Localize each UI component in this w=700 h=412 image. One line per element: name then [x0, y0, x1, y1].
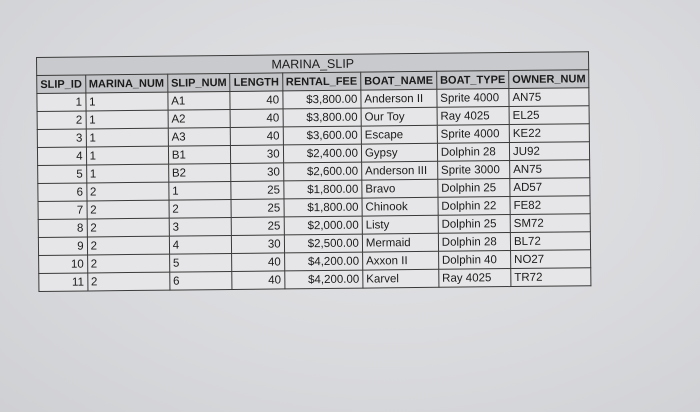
length-cell: 25 [232, 217, 284, 236]
owner-num-cell: JU92 [509, 142, 590, 161]
rental-fee-cell: $2,500.00 [284, 234, 362, 253]
rental-fee-cell: $3,600.00 [283, 126, 361, 145]
boat-type-cell: Ray 4025 [439, 269, 511, 288]
owner-num-cell: AD57 [510, 178, 591, 197]
rental-fee-cell: $1,800.00 [284, 198, 362, 217]
boat-name-cell: Anderson III [362, 161, 438, 180]
marina-num-cell: 2 [87, 254, 169, 273]
marina-num-cell: 1 [86, 110, 168, 129]
owner-num-cell: FE82 [510, 196, 591, 215]
slip-id-cell: 10 [39, 255, 88, 274]
boat-type-cell: Ray 4025 [437, 107, 509, 126]
slip-num-cell: 4 [169, 235, 232, 254]
boat-name-cell: Our Toy [361, 107, 437, 126]
marina-num-cell: 1 [86, 164, 168, 183]
slip-num-cell: 5 [169, 253, 232, 272]
slip-id-cell: 6 [38, 183, 87, 202]
length-cell: 40 [230, 109, 282, 128]
slip-num-cell: 6 [170, 271, 233, 290]
length-cell: 40 [232, 253, 284, 272]
owner-num-cell: KE22 [509, 124, 590, 143]
slip-id-cell: 4 [37, 147, 86, 166]
slip-num-cell: A1 [168, 91, 231, 110]
slip-num-cell: A2 [168, 109, 231, 128]
slip-id-cell: 11 [39, 273, 88, 292]
slip-id-cell: 8 [38, 219, 87, 238]
length-cell: 40 [231, 127, 283, 146]
rental-fee-cell: $2,400.00 [283, 144, 361, 163]
rental-fee-cell: $4,200.00 [284, 270, 362, 289]
column-header-slip-num: SLIP_NUM [167, 73, 230, 92]
column-header-owner-num: OWNER_NUM [509, 70, 590, 89]
owner-num-cell: BL72 [510, 232, 591, 251]
marina-num-cell: 2 [87, 200, 169, 219]
boat-name-cell: Bravo [362, 179, 438, 198]
boat-type-cell: Sprite 4000 [437, 125, 509, 144]
owner-num-cell: EL25 [509, 106, 590, 125]
slip-num-cell: 1 [169, 181, 232, 200]
slip-id-cell: 9 [38, 237, 87, 256]
owner-num-cell: SM72 [510, 214, 591, 233]
slip-id-cell: 3 [37, 129, 86, 148]
slip-id-cell: 5 [38, 165, 87, 184]
length-cell: 30 [231, 163, 283, 182]
slip-id-cell: 7 [38, 201, 87, 220]
length-cell: 25 [231, 199, 283, 218]
marina-num-cell: 1 [85, 92, 167, 111]
slip-num-cell: A3 [168, 127, 231, 146]
rental-fee-cell: $3,800.00 [282, 90, 360, 109]
rental-fee-cell: $2,600.00 [283, 162, 361, 181]
table-body [37, 88, 591, 292]
boat-name-cell: Chinook [362, 197, 438, 216]
boat-name-cell: Listy [362, 215, 438, 234]
slip-num-cell: B1 [168, 145, 231, 164]
boat-type-cell: Dolphin 40 [438, 251, 510, 270]
column-header-slip-id: SLIP_ID [37, 75, 86, 94]
boat-type-cell: Dolphin 28 [437, 143, 509, 162]
boat-type-cell: Sprite 4000 [437, 89, 509, 108]
owner-num-cell: NO27 [511, 250, 592, 269]
owner-num-cell: AN75 [510, 160, 591, 179]
length-cell: 40 [230, 91, 282, 110]
boat-name-cell: Anderson II [361, 89, 437, 108]
boat-name-cell: Axxon II [362, 251, 438, 270]
owner-num-cell: TR72 [511, 268, 592, 287]
slip-num-cell: 3 [169, 217, 232, 236]
marina-num-cell: 2 [87, 218, 169, 237]
slip-num-cell: B2 [168, 163, 231, 182]
boat-type-cell: Dolphin 22 [438, 197, 510, 216]
column-header-rental-fee: RENTAL_FEE [282, 72, 360, 91]
rental-fee-cell: $2,000.00 [284, 216, 362, 235]
marina-num-cell: 2 [87, 272, 169, 291]
rental-fee-cell: $1,800.00 [283, 180, 361, 199]
boat-type-cell: Dolphin 28 [438, 233, 510, 252]
table-title: MARINA_SLIP [37, 52, 589, 76]
boat-name-cell: Mermaid [362, 233, 438, 252]
rental-fee-cell: $4,200.00 [284, 252, 362, 271]
length-cell: 25 [231, 181, 283, 200]
rental-fee-cell: $3,800.00 [283, 108, 361, 127]
marina-num-cell: 1 [86, 128, 168, 147]
marina-num-cell: 1 [86, 146, 168, 165]
column-header-boat-type: BOAT_TYPE [436, 71, 508, 90]
boat-type-cell: Sprite 3000 [437, 161, 509, 180]
slip-id-cell: 2 [37, 111, 86, 130]
owner-num-cell: AN75 [509, 88, 590, 107]
slip-id-cell: 1 [37, 93, 86, 112]
length-cell: 30 [232, 235, 284, 254]
marina-num-cell: 2 [86, 182, 168, 201]
slip-num-cell: 2 [169, 199, 232, 218]
column-header-length: LENGTH [230, 73, 282, 92]
length-cell: 40 [232, 271, 284, 290]
boat-name-cell: Karvel [363, 269, 439, 288]
marina-num-cell: 2 [87, 236, 169, 255]
boat-type-cell: Dolphin 25 [438, 179, 510, 198]
column-header-boat-name: BOAT_NAME [361, 71, 437, 90]
boat-name-cell: Escape [361, 125, 437, 144]
length-cell: 30 [231, 145, 283, 164]
boat-name-cell: Gypsy [361, 143, 437, 162]
marina-slip-table [36, 51, 592, 292]
printed-sheet [36, 51, 592, 292]
boat-type-cell: Dolphin 25 [438, 215, 510, 234]
column-header-marina-num: MARINA_NUM [85, 74, 167, 93]
